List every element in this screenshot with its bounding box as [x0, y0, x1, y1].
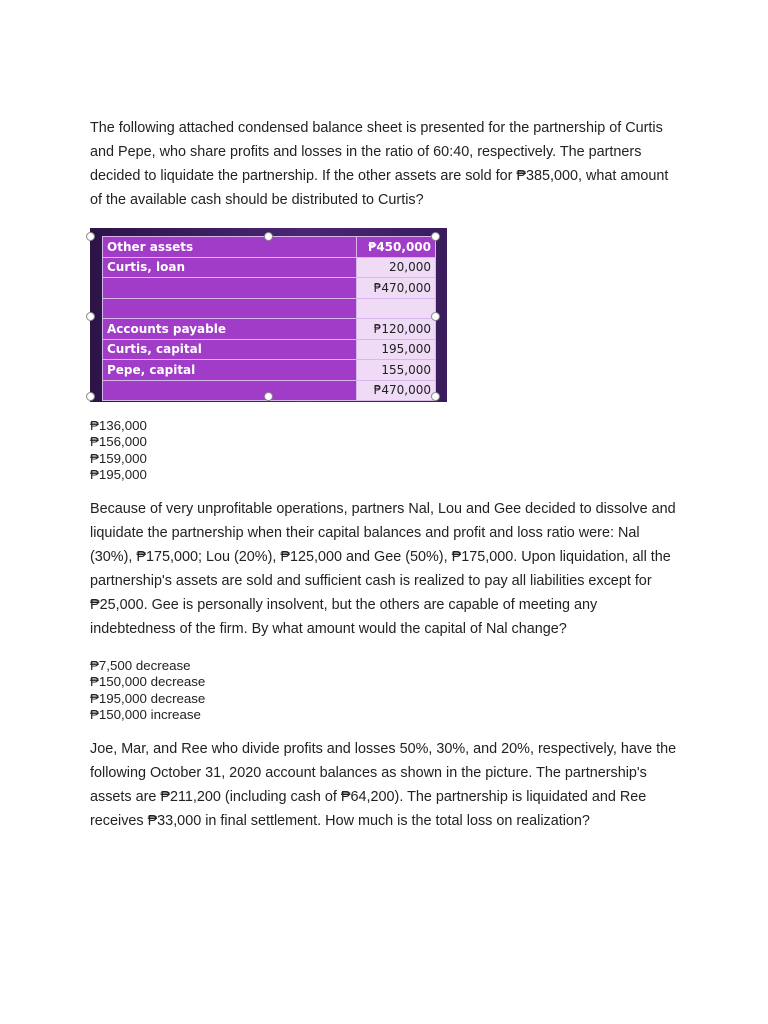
row-value: 195,000 [356, 339, 435, 360]
row-label [103, 298, 357, 319]
row-label [103, 380, 357, 401]
table-row [103, 298, 436, 319]
balance-sheet-table [102, 236, 436, 401]
question-1-text: The following attached condensed balance sheet is presented for the partnership of Curtis and Pepe, who share profits and losses in the ratio of 60:40, respectively. The partners decided to liquidate the partnership. If the other assets are sold for ₱385,000, what amount of the available cash should be distributed to Curtis? [90, 120, 669, 208]
table-row [103, 360, 436, 381]
balance-sheet-image [90, 228, 447, 402]
resize-handle-right[interactable] [431, 312, 440, 321]
option-item: ₱150,000 decrease [90, 674, 206, 690]
row-value: ₱450,000 [356, 237, 435, 258]
table-row [103, 319, 436, 340]
option-item: ₱136,000 [90, 418, 147, 433]
option-item: ₱7,500 decrease [90, 658, 191, 673]
option-item: ₱150,000 increase [90, 706, 201, 722]
row-label: Pepe, capital [103, 360, 357, 381]
question-2-text: Because of very unprofitable operations, partners Nal, Lou and Gee decided to dissolve and liquidate the partnership when their capital balances and profit and loss ratio were: Nal (30%), ₱175,000; Lou (20%), ₱125,000 and Gee (50%), ₱175,000. Upon liquidation, all the partnership's assets are sold and sufficient cash is realized to pay all liabilities except for ₱25,000. Gee is personally insolvent, but the others are capable of meeting any indebtedness of the firm. By what amount would the capital of Nal change? [90, 501, 676, 637]
table-row [103, 257, 436, 278]
row-value: ₱470,000 [356, 380, 435, 401]
table-row [103, 278, 436, 299]
row-value: 155,000 [356, 360, 435, 381]
resize-handle-bottom-left[interactable] [86, 392, 95, 401]
resize-handle-top[interactable] [264, 232, 273, 241]
option-item: ₱195,000 decrease [90, 690, 206, 706]
row-value: 20,000 [356, 257, 435, 278]
table-row [103, 339, 436, 360]
question-3-text: Joe, Mar, and Ree who divide profits and losses 50%, 30%, and 20%, respectively, have the following October 31, 2020 account balances as shown in the picture. The partnership's assets are ₱211,200 (including cash of ₱64,200). The partnership is liquidated and Ree receives ₱33,000 in final settlement. How much is the total loss on realization? [90, 741, 677, 829]
row-value [356, 298, 435, 319]
resize-handle-bottom[interactable] [264, 392, 273, 401]
option-item: ₱195,000 [90, 466, 147, 482]
row-label: Other assets [103, 237, 357, 258]
resize-handle-left[interactable] [86, 312, 95, 321]
option-item: ₱159,000 [90, 450, 147, 466]
row-value: ₱120,000 [356, 319, 435, 340]
row-label: Accounts payable [103, 319, 357, 340]
resize-handle-top-right[interactable] [431, 232, 440, 241]
row-value: ₱470,000 [356, 278, 435, 299]
resize-handle-bottom-right[interactable] [431, 392, 440, 401]
row-label [103, 278, 357, 299]
row-label: Curtis, capital [103, 339, 357, 360]
resize-handle-top-left[interactable] [86, 232, 95, 241]
question-2-options [90, 658, 205, 723]
question-1-options [90, 418, 147, 483]
option-item: ₱156,000 [90, 434, 147, 450]
row-label: Curtis, loan [103, 257, 357, 278]
